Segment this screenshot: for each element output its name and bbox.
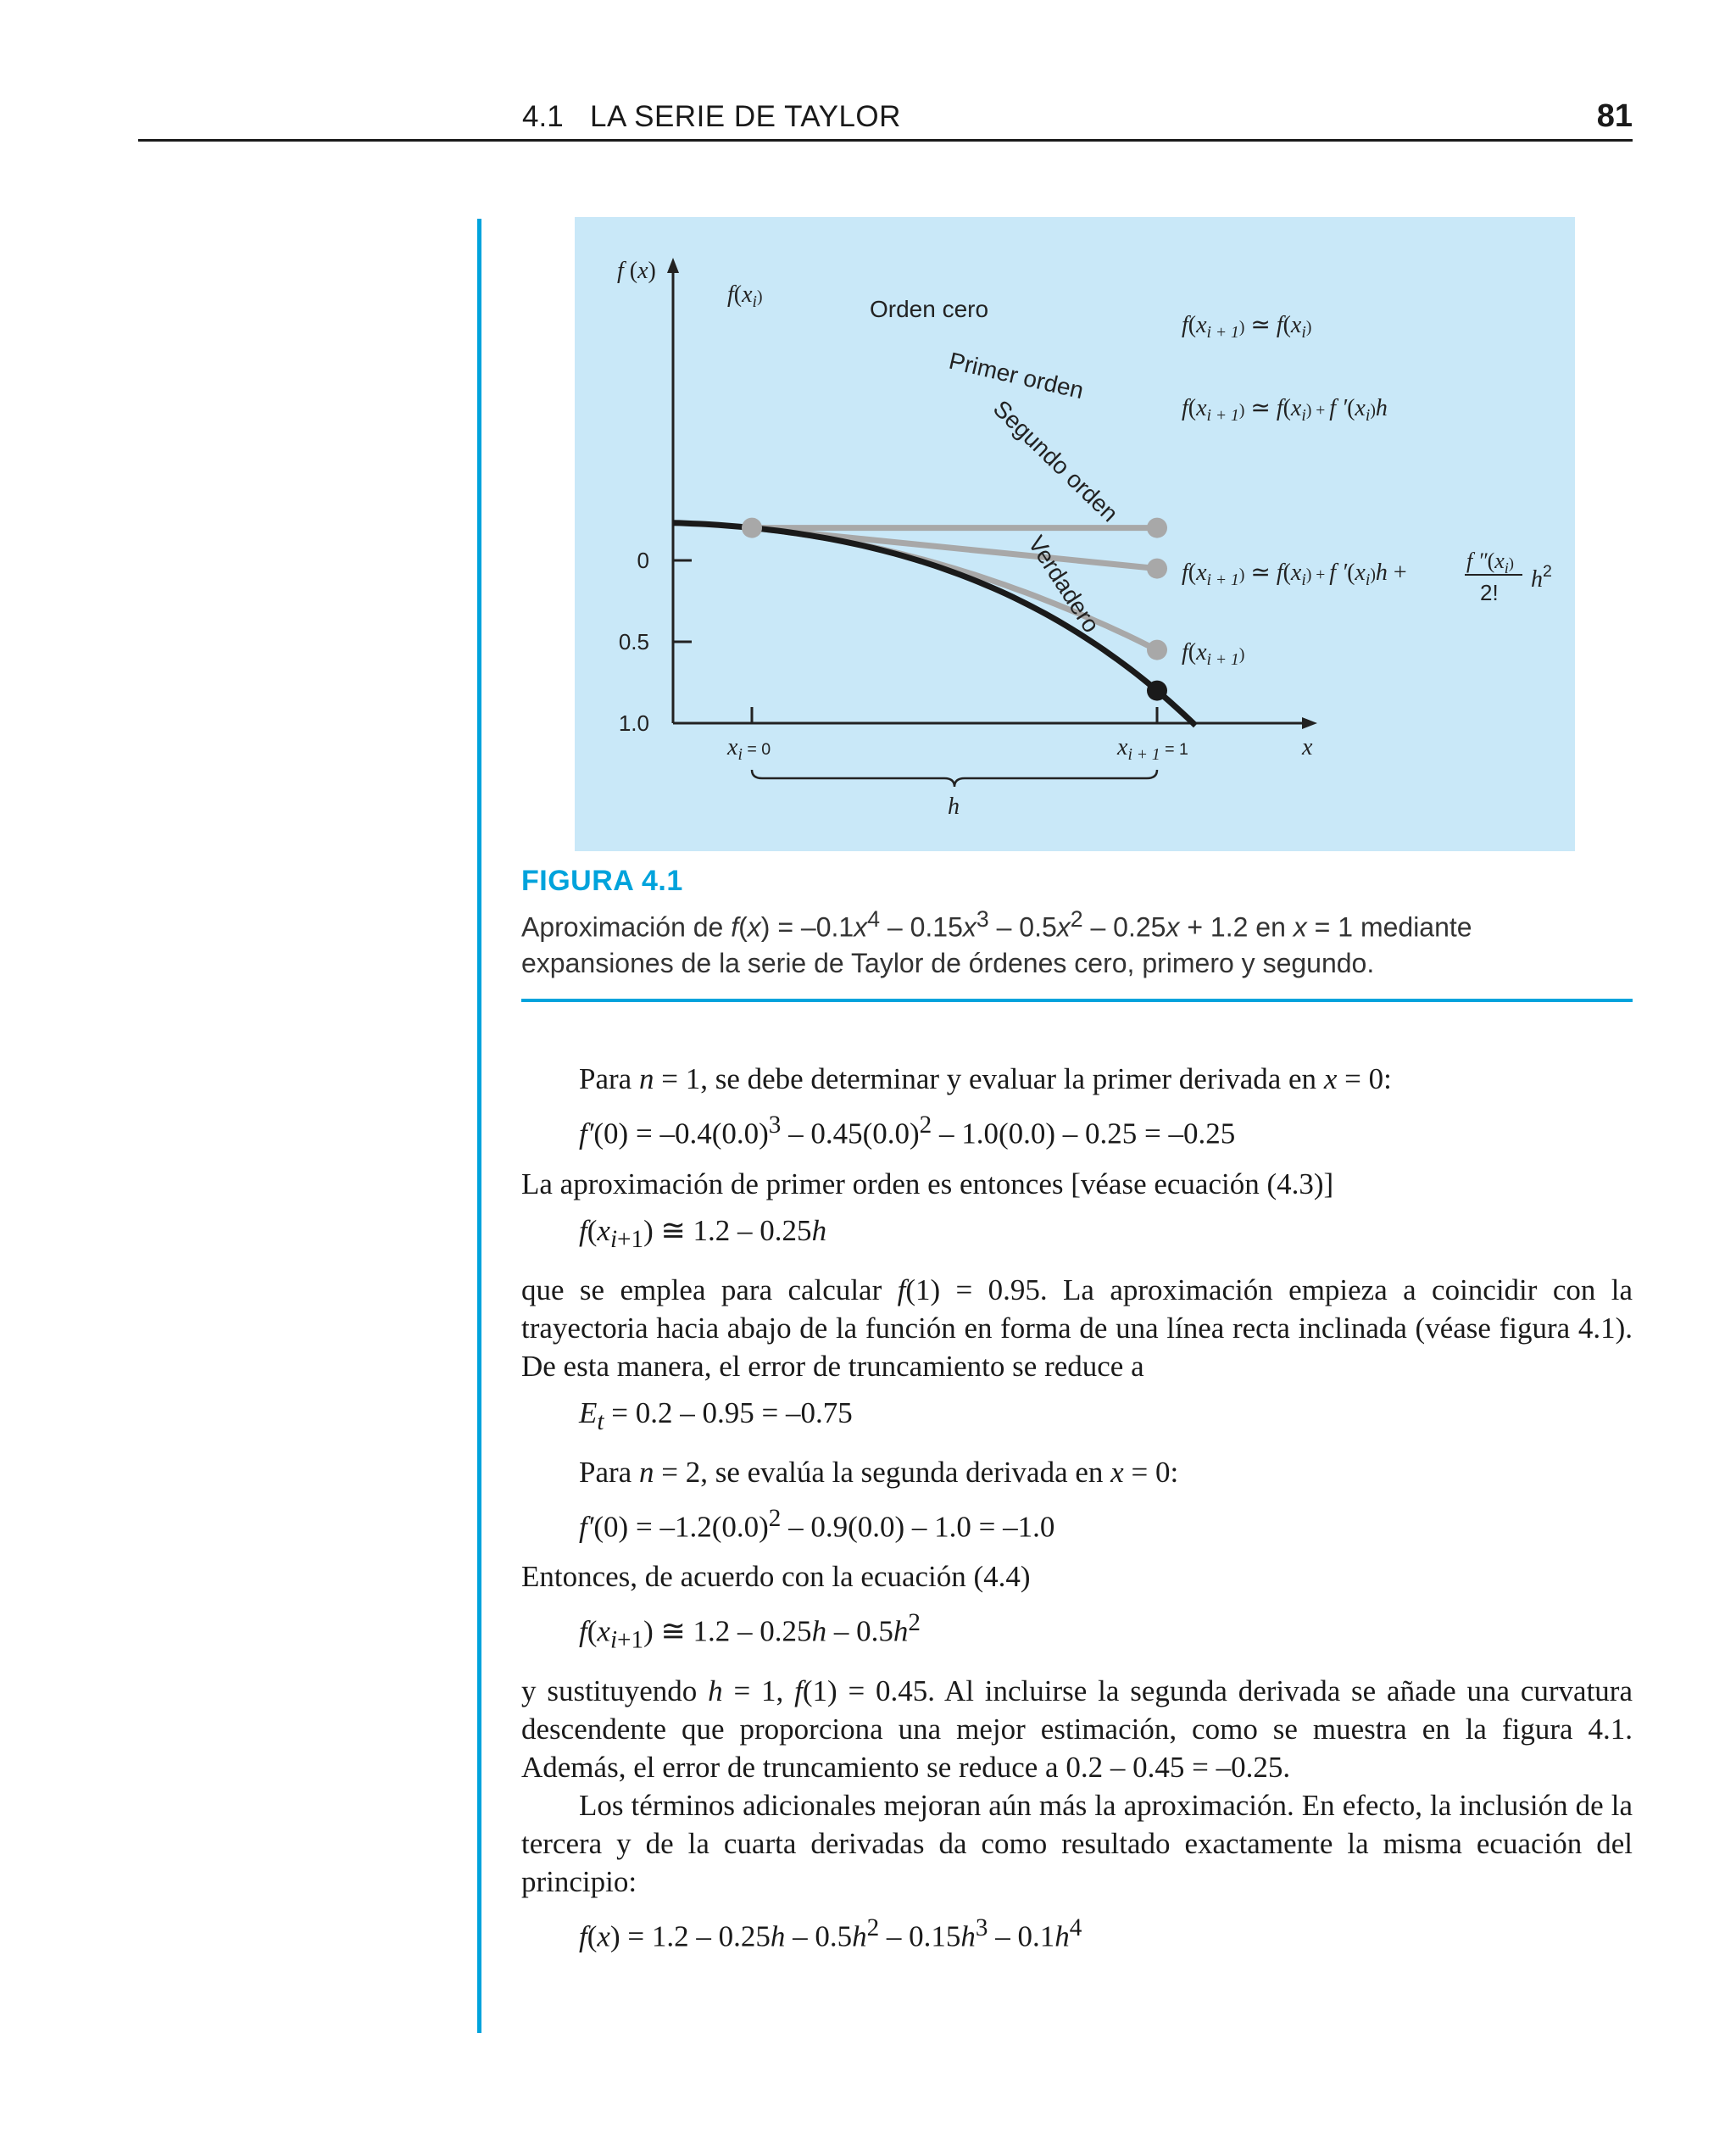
equation: $f(x) = 1.2 - 0.25h - 0.5h^2 - 0.15h^3 - 0.1h^4$ bbox=[579, 1913, 1082, 1953]
x-axis-arrow bbox=[1302, 717, 1317, 729]
label-part: ( bbox=[623, 258, 638, 284]
label-part: h bbox=[1375, 560, 1388, 586]
label-primer-orden: Primer orden bbox=[946, 347, 1087, 404]
label-part: x bbox=[1290, 395, 1302, 421]
label-part: ( bbox=[733, 281, 743, 308]
label-part: ) bbox=[1238, 319, 1245, 337]
label-part: f bbox=[1276, 395, 1283, 421]
label-part: i bbox=[1301, 407, 1306, 425]
label-part: i bbox=[1504, 560, 1509, 576]
y-tick-label: 0.5 bbox=[618, 629, 649, 654]
y-tick-label: 1.0 bbox=[618, 710, 649, 736]
y-axis-arrow bbox=[667, 258, 679, 273]
data-point bbox=[1147, 681, 1167, 701]
label-part: f ″ bbox=[1466, 549, 1488, 573]
running-head bbox=[138, 95, 1633, 142]
data-point bbox=[742, 518, 762, 538]
label-part: f bbox=[1182, 639, 1188, 666]
label-part: f ′ bbox=[1329, 560, 1348, 586]
label-part: x bbox=[742, 281, 753, 308]
label-part: ≃ bbox=[1244, 560, 1277, 586]
approx-zero bbox=[1182, 312, 1311, 342]
xi1-label bbox=[1116, 734, 1188, 764]
label-part: i + 1 bbox=[1206, 571, 1239, 589]
label-part: i bbox=[752, 293, 757, 311]
label-part: + bbox=[1387, 560, 1407, 586]
label-part: x bbox=[1196, 560, 1207, 586]
label-part: ) bbox=[1238, 566, 1245, 584]
label-part: i + 1 bbox=[1127, 746, 1160, 764]
label-part: ) bbox=[1238, 646, 1245, 664]
label-verdadero: Verdadero bbox=[1022, 531, 1105, 638]
body-text bbox=[521, 1060, 1633, 1968]
label-part: ( bbox=[1188, 639, 1197, 666]
label-part: f bbox=[1182, 560, 1188, 586]
label-part: x bbox=[637, 258, 648, 284]
label-part: ) bbox=[1305, 319, 1312, 337]
label-part: ) bbox=[1238, 402, 1245, 420]
taylor-chart bbox=[575, 217, 1575, 851]
data-point bbox=[1147, 559, 1167, 579]
label-part: f bbox=[617, 258, 624, 284]
data-point bbox=[1147, 518, 1167, 538]
fxi-label bbox=[727, 281, 763, 311]
label-part: x bbox=[1290, 312, 1302, 338]
label-part: x bbox=[1196, 312, 1207, 338]
label-part: i bbox=[1365, 571, 1371, 589]
label-part: ( bbox=[1347, 395, 1355, 421]
label-part: ≃ bbox=[1244, 395, 1277, 421]
figure-rule bbox=[521, 999, 1633, 1002]
label-part: ( bbox=[1283, 312, 1291, 338]
approx-second-denominator: 2! bbox=[1480, 580, 1499, 605]
label-segundo-orden: Segundo orden bbox=[988, 395, 1124, 527]
label-part: ) + bbox=[1305, 566, 1330, 584]
label-part: x bbox=[1117, 734, 1128, 760]
label-orden-cero: Orden cero bbox=[870, 296, 989, 322]
section-title: LA SERIE DE TAYLOR bbox=[590, 100, 901, 133]
paragraph: y sustituyendo h = 1, f(1) = 0.45. Al incluirse la segunda derivada se añade una curvatura descendente que proporciona una mejor estimación, como se muestra en la figura 4.1. Además, el error de truncamiento se reduce a 0.2 – 0.45 = –0.25. bbox=[521, 1674, 1633, 1784]
label-part: ( bbox=[1283, 395, 1291, 421]
label-part: f ′ bbox=[1329, 395, 1348, 421]
label-part: i bbox=[1365, 407, 1371, 425]
y-axis-title bbox=[617, 258, 656, 284]
label-part: ) + bbox=[1305, 402, 1330, 420]
label-part: x bbox=[727, 734, 738, 760]
equation: $E_t = 0.2 - 0.95 = -0.75$ bbox=[579, 1395, 853, 1435]
page-number: 81 bbox=[1596, 98, 1633, 134]
label-part: ) bbox=[1508, 554, 1514, 571]
label-part: i + 1 bbox=[1206, 651, 1239, 669]
approx-first bbox=[1182, 395, 1388, 425]
x-axis-title bbox=[1301, 734, 1313, 760]
label-part: i + 1 bbox=[1206, 324, 1239, 342]
label-part: x bbox=[1494, 549, 1505, 573]
approx-second bbox=[1182, 560, 1407, 589]
equation: $f(x_{i+1})$ ≅ $1.2 - 0.25h - 0.5h^2$ bbox=[579, 1609, 921, 1654]
chart-series bbox=[673, 523, 1195, 726]
figure-label: FIGURA 4.1 bbox=[521, 865, 683, 897]
label-part: 2 bbox=[1543, 562, 1552, 581]
label-part: h bbox=[1375, 395, 1388, 421]
label-part: ( bbox=[1188, 312, 1197, 338]
series-verdadero bbox=[673, 523, 1195, 726]
label-part: ) bbox=[1370, 402, 1376, 420]
data-point bbox=[1147, 640, 1167, 660]
label-part: i bbox=[1301, 324, 1306, 342]
paragraph: Para n = 1, se debe determinar y evaluar la primer derivada en x = 0: bbox=[579, 1062, 1392, 1095]
paragraph: Los términos adicionales mejoran aún más la aproximación. En efecto, la inclusión de la tercera y de la cuarta derivadas da como resultado exactamente la misma ecuación del principio: bbox=[521, 1788, 1633, 1898]
label-part: ( bbox=[1283, 560, 1291, 586]
label-part: f bbox=[1182, 395, 1188, 421]
chart-labels bbox=[617, 258, 1552, 820]
figure-caption-text: Aproximación de $f(x) = -0.1x^4 - 0.15x^3 - 0.5x^2 - 0.25x + 1.2$ en x = 1 mediante expansiones de la serie de Taylor de órdenes cero, primero y segundo. bbox=[521, 906, 1472, 978]
label-part: x bbox=[1355, 395, 1366, 421]
paragraph: que se emplea para calcular f(1) = 0.95. La aproximación empieza a coincidir con la trayectoria hacia abajo de la función en forma de una línea recta inclinada (véase figura 4.1). De esta manera, el error de truncamiento se reduce a bbox=[521, 1273, 1633, 1383]
chart-points bbox=[742, 518, 1167, 701]
paragraph: La aproximación de primer orden es entonces [véase ecuación (4.3)] bbox=[521, 1167, 1334, 1200]
label-part: f bbox=[727, 281, 734, 308]
label-part: ( bbox=[1188, 395, 1197, 421]
label-part: ( bbox=[1347, 560, 1355, 586]
label-part: f bbox=[1182, 312, 1188, 338]
approx-second-numerator bbox=[1466, 549, 1514, 576]
figure-caption bbox=[521, 865, 1632, 981]
label-part: i bbox=[1301, 571, 1306, 589]
label-part: x bbox=[1302, 734, 1313, 760]
paragraph: Para n = 2, se evalúa la segunda derivada en x = 0: bbox=[579, 1455, 1179, 1489]
label-part: h bbox=[1531, 566, 1543, 593]
h-label bbox=[948, 794, 960, 820]
equation: $f(x_{i+1})$ ≅ 1.2 – 0.25h bbox=[579, 1213, 827, 1253]
label-part: ) bbox=[648, 258, 656, 284]
label-part: ( bbox=[1188, 560, 1197, 586]
approx-true bbox=[1182, 639, 1244, 669]
label-part: ( bbox=[1487, 549, 1495, 573]
h-brace bbox=[752, 770, 1157, 787]
xi-label bbox=[726, 734, 771, 764]
label-part: x bbox=[1196, 395, 1207, 421]
label-part: x bbox=[1196, 639, 1207, 666]
y-tick-label: 0 bbox=[637, 548, 649, 573]
label-part: = 0 bbox=[742, 740, 771, 759]
label-part: x bbox=[1355, 560, 1366, 586]
margin-bar bbox=[477, 219, 481, 2033]
label-part: = 1 bbox=[1160, 740, 1188, 759]
label-part: x bbox=[1290, 560, 1302, 586]
paragraph: Entonces, de acuerdo con la ecuación (4.4) bbox=[521, 1560, 1031, 1594]
label-part: ) bbox=[757, 288, 763, 306]
approx-second-h2 bbox=[1531, 562, 1552, 593]
label-part: ≃ bbox=[1244, 312, 1277, 338]
label-part: h bbox=[948, 794, 960, 820]
label-part: f bbox=[1276, 560, 1283, 586]
equation: $f'(0) = -0.4(0.0)^3 - 0.45(0.0)^2 - 1.0(0.0) - 0.25 = -0.25$ bbox=[579, 1111, 1236, 1150]
equation: $f'(0) = -1.2(0.0)^2 - 0.9(0.0) - 1.0 = -1.0$ bbox=[579, 1504, 1055, 1544]
label-part: i + 1 bbox=[1206, 407, 1239, 425]
label-part: ) bbox=[1370, 566, 1376, 584]
figure-4-1 bbox=[575, 217, 1575, 851]
label-part: f bbox=[1276, 312, 1283, 338]
section-number: 4.1 bbox=[522, 100, 564, 133]
label-part: i bbox=[737, 746, 743, 764]
